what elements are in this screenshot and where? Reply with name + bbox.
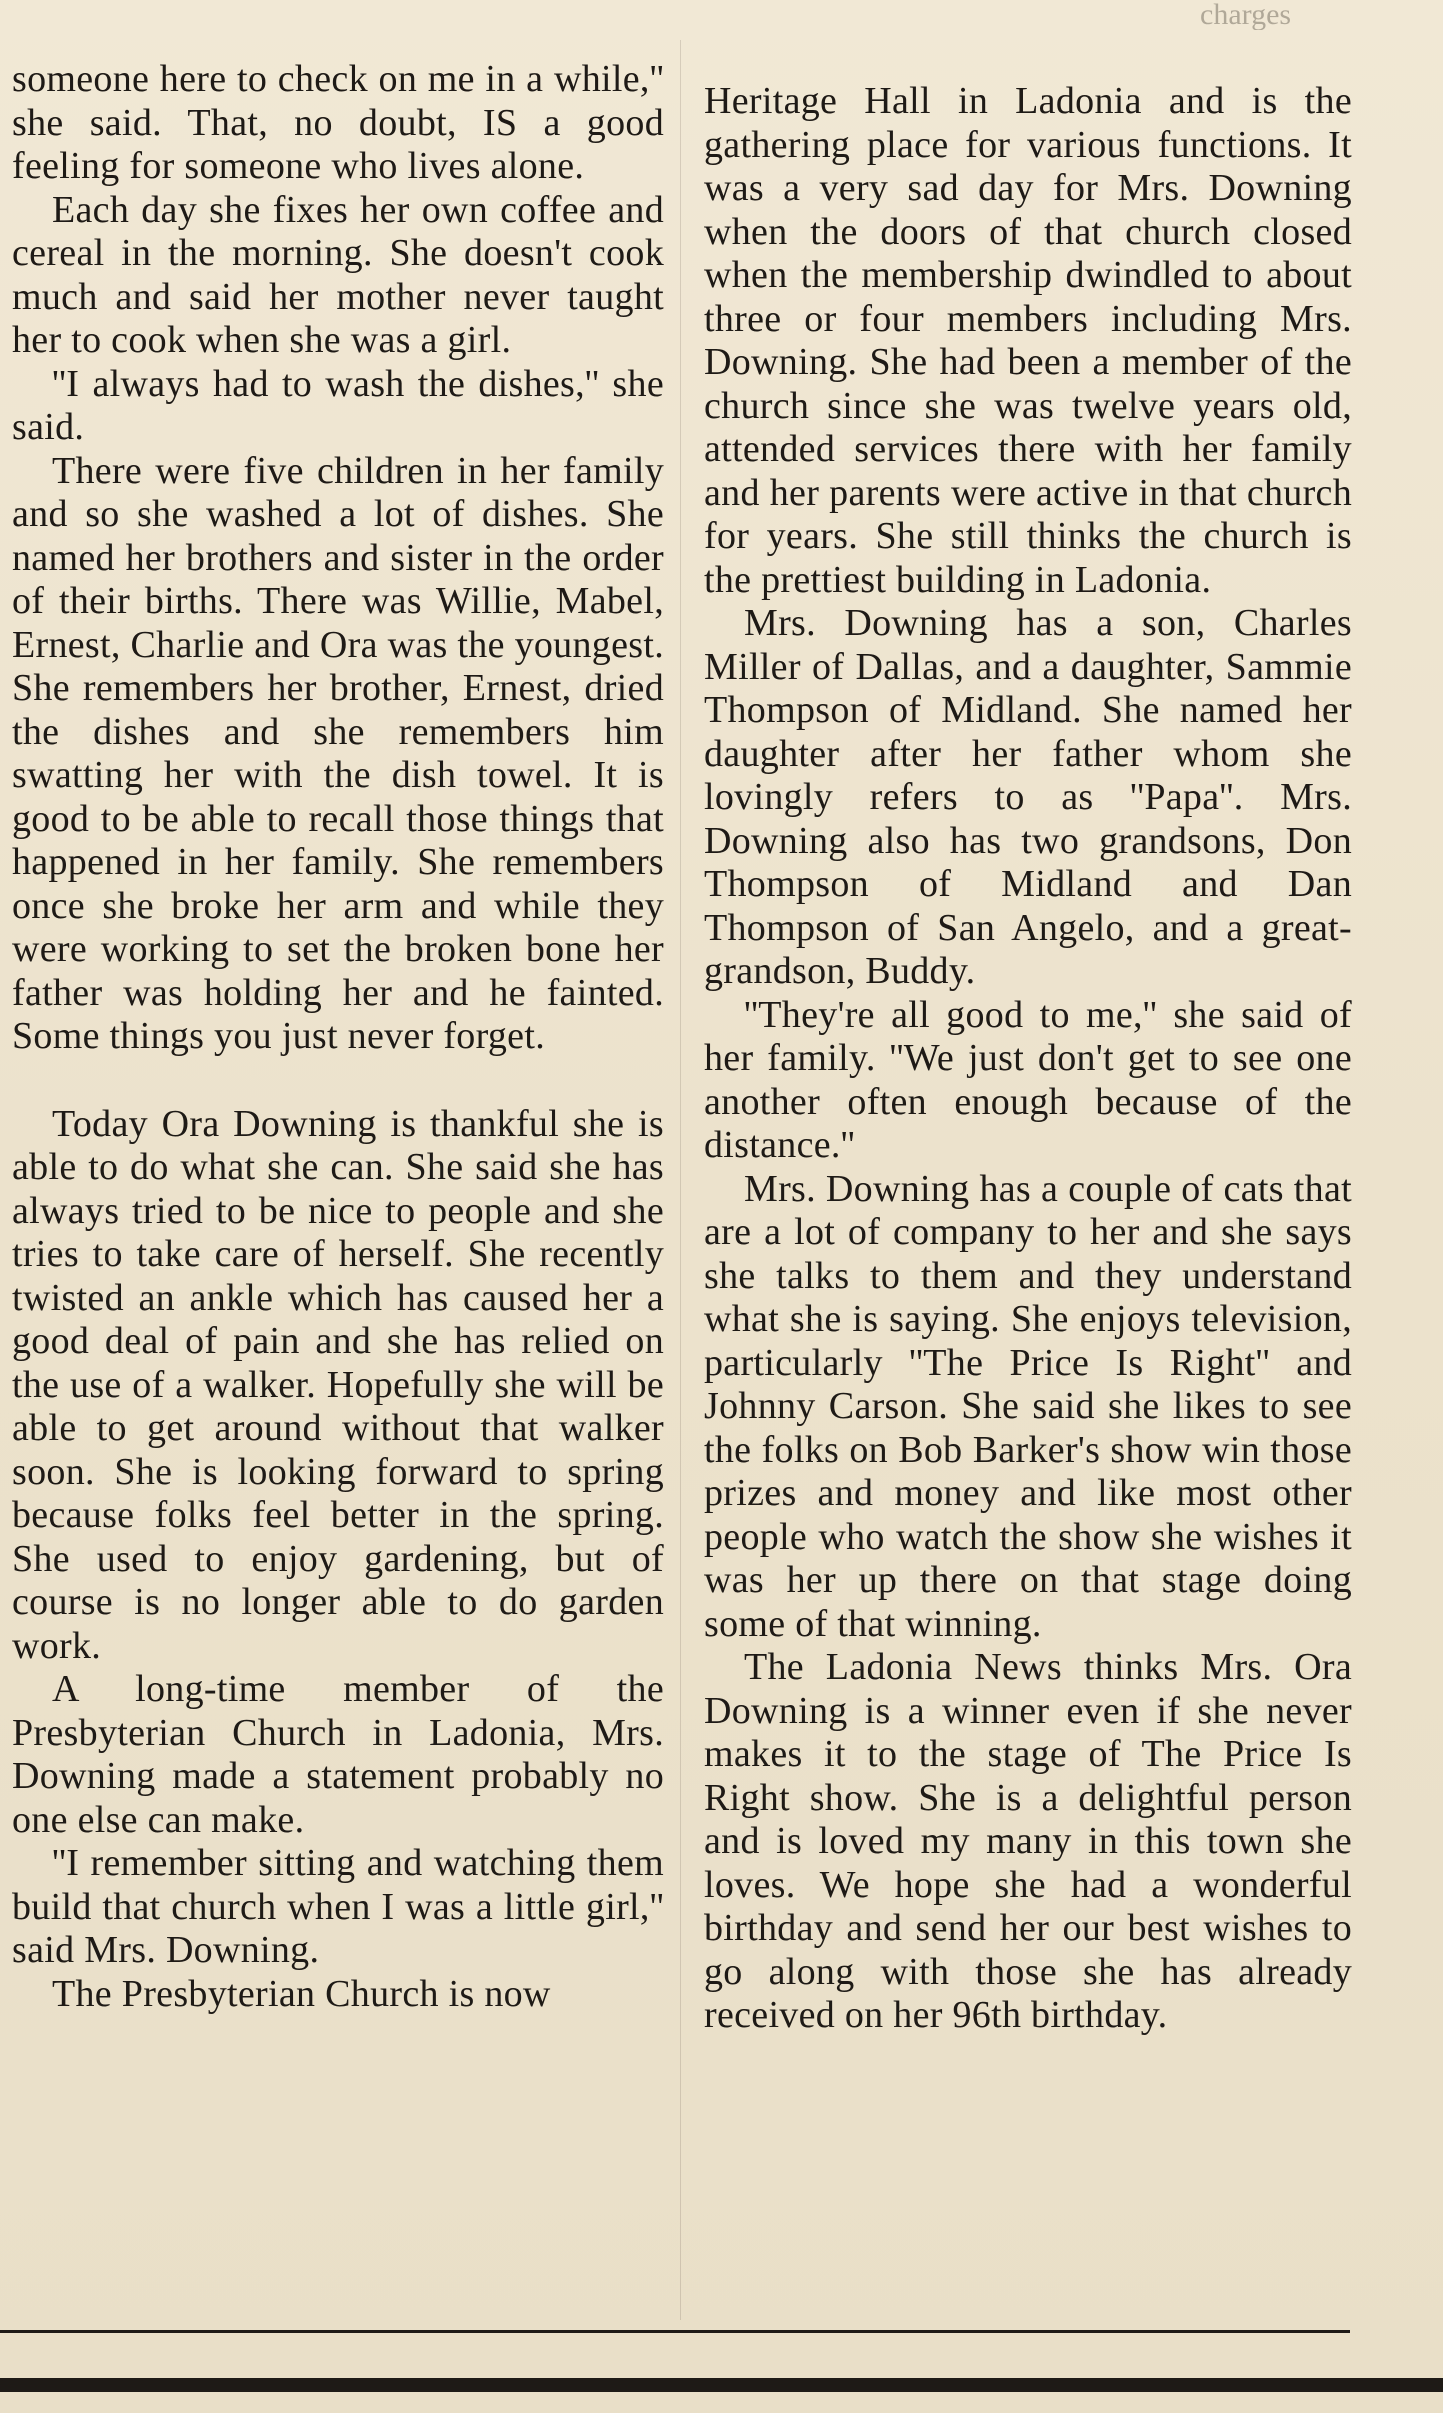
- paragraph: ''I always had to wash the dishes,'' she said.: [12, 362, 664, 448]
- paragraph: There were five children in her family and so she washed a lot of dishes. She named her brothers and sister in the order of their births. There was Willie, Mabel, Ernest, Charlie and Ora was the youngest. She remembers her brother, Ernest, dried the dishes and she remembers him swatting her with the dish towel. It is good to be able to recall those things that happened in her family. She remembers once she broke her arm and while they were working to set the broken bone her father was holding her and he fainted. Some things you just never forget.: [12, 449, 664, 1057]
- paragraph: The Ladonia News thinks Mrs. Ora Downing is a winner even if she never makes it to the stage of The Price Is Right show. She is a delightful person and is loved my many in this town she loves. We hope she had a wonderful birthday and send her our best wishes to go along with those she has already received on her 96th birthday.: [704, 1646, 1352, 2036]
- paragraph: ''I remember sitting and watching them build that church when I was a little girl,'' said Mrs. Downing.: [12, 1842, 664, 1971]
- paragraph: ''They're all good to me,'' she said of her family. ''We just don't get to see one another often enough because of the distance.'': [704, 993, 1352, 1166]
- bottom-rule-thin: [0, 2330, 1350, 2333]
- header-fragment: charges: [1200, 0, 1292, 30]
- paragraph: The Presbyterian Church is now: [52, 1972, 551, 2015]
- bottom-rule-thick: [0, 2378, 1443, 2392]
- right-column: [704, 80, 1352, 2038]
- paragraph: someone here to check on me in a while,'' she said. That, no doubt, IS a good feeling for someone who lives alone.: [12, 58, 664, 187]
- column-divider: [680, 40, 681, 2320]
- paragraph: Mrs. Downing has a son, Charles Miller of Dallas, and a daughter, Sammie Thompson of Midland. She named her daughter after her father whom she lovingly refers to as ''Papa''. Mrs. Downing also has two grandsons, Don Thompson of Midland and Dan Thompson of San Angelo, and a great-grandson, Buddy.: [704, 602, 1352, 992]
- left-column: [12, 58, 664, 2016]
- paragraph: Today Ora Downing is thankful she is able to do what she can. She said she has always tried to be nice to people and she tries to take care of herself. She recently twisted an ankle which has caused her a good deal of pain and she has relied on the use of a walker. Hopefully she will be able to get around without that walker soon. She is looking forward to spring because folks feel better in the spring. She used to enjoy gardening, but of course is no longer able to do garden work.: [12, 1102, 664, 1667]
- paragraph-gap: [12, 1059, 664, 1103]
- paragraph: A long-time member of the Presbyterian Church in Ladonia, Mrs. Downing made a statement probably no one else can make.: [12, 1668, 664, 1841]
- paragraph: Heritage Hall in Ladonia and is the gathering place for various functions. It was a very sad day for Mrs. Downing when the doors of that church closed when the membership dwindled to about three or four members including Mrs. Downing. She had been a member of the church since she was twelve years old, attended services there with her family and her parents were active in that church for years. She still thinks the church is the prettiest building in Ladonia.: [704, 80, 1352, 601]
- paragraph: Each day she fixes her own coffee and cereal in the morning. She doesn't cook much and said her mother never taught her to cook when she was a girl.: [12, 188, 664, 361]
- paragraph: Mrs. Downing has a couple of cats that are a lot of company to her and she says she talks to them and they understand what she is saying. She enjoys television, particularly ''The Price Is Right'' and Johnny Carson. She said she likes to see the folks on Bob Barker's show win those prizes and money and like most other people who watch the show she wishes it was her up there on that stage doing some of that winning.: [704, 1167, 1352, 1645]
